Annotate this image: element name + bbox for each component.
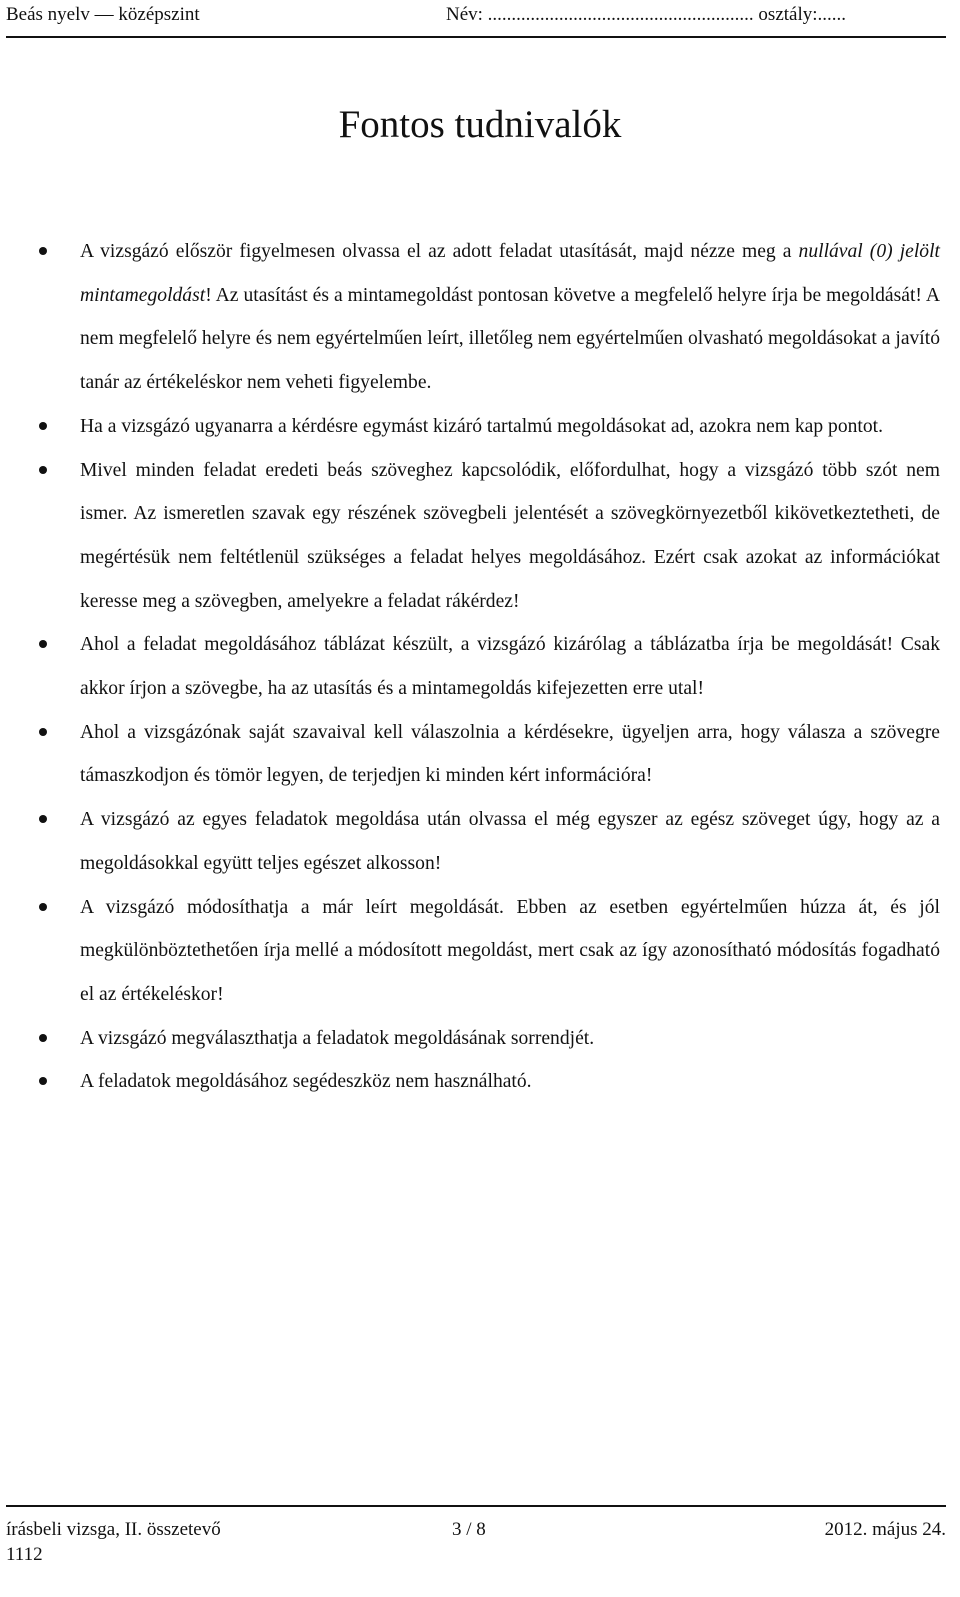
bullet-icon [39, 1077, 47, 1085]
header-subject: Beás nyelv — középszint [6, 4, 200, 25]
page-title: Fontos tudnivalók [338, 103, 622, 146]
list-item [36, 798, 940, 885]
bullet-icon [39, 903, 47, 911]
list-item [36, 1017, 940, 1061]
footer-date: 2012. május 24. [824, 1519, 946, 1540]
footer-code: 1112 [6, 1544, 43, 1565]
rule-text: A vizsgázó módosíthatja a már leírt megoldását. Ebben az esetben egyértelműen húzza át, és jól megkülönböztethetően írja mellé a módosított megoldást, mert csak az így azonosítható módosítás fogadható el az értékeléskor! [80, 896, 940, 1005]
rule-text: A vizsgázó megválaszthatja a feladatok megoldásának sorrendjét. [80, 1027, 595, 1049]
bullet-icon [39, 466, 47, 474]
rule-text: A vizsgázó az egyes feladatok megoldása után olvassa el még egyszer az egész szöveget úgy, hogy az a megoldásokkal együtt teljes egészet alkosson! [80, 809, 940, 874]
rule-text: Ha a vizsgázó ugyanarra a kérdésre egymást kizáró tartalmú megoldásokat ad, azokra nem kap pontot. [80, 415, 884, 437]
bullet-icon [39, 247, 47, 255]
rule-text: Ahol a feladat megoldásához táblázat készült, a vizsgázó kizárólag a táblázatba írja be megoldását! Csak akkor írjon a szövegbe, ha az utasítás és a mintamegoldás kifejezetten erre utal! [80, 634, 940, 700]
header-divider [6, 36, 946, 38]
page-number: 3 / 8 [452, 1519, 486, 1540]
list-item [36, 449, 940, 624]
rule-text: Ahol a vizsgázónak saját szavaival kell válaszolnia a kérdésekre, ügyeljen arra, hogy válasza a szövegre támaszkodjon és tömör legyen, de terjedjen ki minden kért információra! [80, 721, 940, 787]
list-item [36, 623, 940, 710]
rule-text-italic: nullával (0) jelölt mintamegoldást [80, 241, 940, 306]
list-item [36, 1060, 940, 1104]
rule-text-end: ! Az utasítást és a mintamegoldást pontosan követve a megfelelő helyre írja be megoldását! A nem megfelelő helyre és nem egyértelműen leírt, illetőleg nem egyértelműen olvasható megoldásokat a javító tanár az értékeléskor nem veheti figyelembe. [80, 284, 940, 394]
list-item [36, 886, 940, 1017]
list-item [36, 405, 940, 449]
bullet-icon [39, 815, 47, 823]
bullet-icon [39, 422, 47, 430]
list-item [36, 230, 940, 405]
footer-divider [6, 1505, 946, 1507]
header-name-class-field: Név: ........................................................ osztály:...... [446, 4, 847, 25]
list-item [36, 711, 940, 798]
rule-text: A feladatok megoldásához segédeszköz nem használható. [80, 1071, 532, 1093]
footer-exam-part: írásbeli vizsga, II. összetevő [6, 1519, 221, 1540]
page-header [6, 0, 946, 30]
instructions-list [36, 230, 940, 1104]
rule-text: Mivel minden feladat eredeti beás szöveghez kapcsolódik, előfordulhat, hogy a vizsgázó több szót nem ismer. Az ismeretlen szavak egy részének szövegbeli jelentését a szövegkörnyezetből kikövetkeztetheti, de megértésük nem feltétlenül szükséges a feladat helyes megoldásához. Ezért csak azokat az információkat keresse meg a szövegben, amelyekre a feladat rákérdez! [80, 459, 940, 612]
bullet-icon [39, 1034, 47, 1042]
bullet-icon [39, 728, 47, 736]
rule-text-start: A vizsgázó először figyelmesen olvassa el az adott feladat utasítását, majd nézze meg a [80, 241, 799, 262]
bullet-icon [39, 640, 47, 648]
